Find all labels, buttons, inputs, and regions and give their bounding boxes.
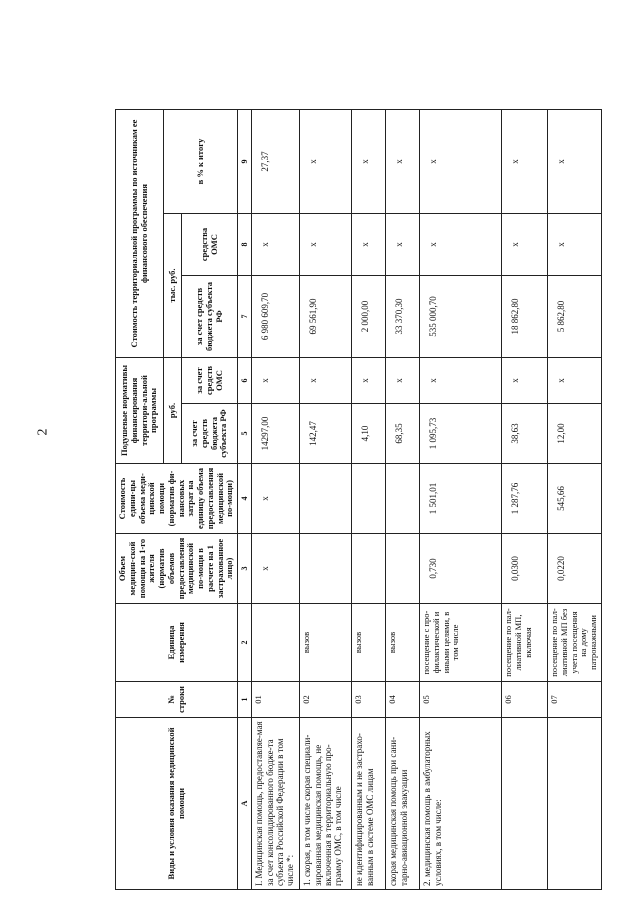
row-unit [252,604,300,682]
row-number: 04 [386,682,420,718]
row-label: не идентифицированным и не застрахо-ванным в системе ОМС лицам [352,718,386,890]
row-cost-oms: х [386,213,420,275]
column-number: 2 [238,604,252,682]
row-unit-cost [352,464,386,534]
header-norms-unit: руб. [164,357,182,463]
header-row-number: № строки [116,682,238,718]
row-cost-oms: х [352,213,386,275]
row-cost-oms: х [548,213,602,275]
row-percent: х [386,109,420,213]
row-volume: 0,0220 [548,534,602,604]
header-unit: Единица измерения [116,604,238,682]
table-row [420,109,502,889]
row-percent: х [420,109,502,213]
row-cost-budget: 69 561,90 [300,275,352,357]
row-percent: х [352,109,386,213]
row-number: 05 [420,682,502,718]
row-number: 02 [300,682,352,718]
row-norm-budget: 142,47 [300,404,352,464]
row-norm-budget: 12,00 [548,404,602,464]
row-number: 06 [502,682,548,718]
header-cost-budget: за счет средств бюджета субъекта РФ [182,275,238,357]
column-number: 7 [238,275,252,357]
header-per-capita-norms: Подушевые нормативы финансирования территори-альной программы [116,357,164,463]
header-volume: Объем медицин-ской помощи на 1-го жителя (норматив объемов предоставления медицинской по-мощи в расчете на 1 застрахованное лицо) [116,534,238,604]
header-type-conditions: Виды и условия оказания медицинской помощи [116,718,238,890]
column-number: А [238,718,252,890]
row-number: 03 [352,682,386,718]
header-cost-oms: средства ОМС [182,213,238,275]
row-norm-oms: х [420,357,502,403]
row-unit-cost: 545,66 [548,464,602,534]
row-number: 07 [548,682,602,718]
row-cost-budget: 18 862,80 [502,275,548,357]
table-row [352,109,386,889]
row-unit: посещение с про-филактической и иными целями, в том числе [420,604,502,682]
row-volume: 0,0300 [502,534,548,604]
header-program-cost: Стоимость территориальной программы по источникам ее финансового обеспечения [116,109,164,357]
row-norm-budget: 4,10 [352,404,386,464]
table-row [502,109,548,889]
row-volume [352,534,386,604]
row-label: 2. медицинская помощь в амбулаторных условиях, в том числе: [420,718,502,890]
row-label [548,718,602,890]
row-norm-oms: х [386,357,420,403]
row-cost-budget: 5 862,80 [548,275,602,357]
row-volume [386,534,420,604]
row-norm-budget: 1 095,73 [420,404,502,464]
row-norm-oms: х [352,357,386,403]
row-unit: вызов [386,604,420,682]
column-number: 1 [238,682,252,718]
table-row [300,109,352,889]
row-cost-oms: х [252,213,300,275]
row-label: I. Медицинская помощь, предоставляе-мая за счет консолидированного бюдже-та субъекта Российской Федерации в том числе *: [252,718,300,890]
column-number: 5 [238,404,252,464]
row-norm-oms: х [252,357,300,403]
row-label: 1. скорая, в том числе скорая специали-зированная медицинская помощь, не включенная в территориальную про-грамму ОМС, в том числе [300,718,352,890]
column-number: 4 [238,464,252,534]
page-number: 2 [35,428,51,436]
row-percent: х [300,109,352,213]
row-percent: 27,37 [252,109,300,213]
row-unit-cost [300,464,352,534]
row-norm-budget: 68,35 [386,404,420,464]
row-label: скорая медицинская помощь при сани-тарно-авиационной эвакуации [386,718,420,890]
row-cost-oms: х [420,213,502,275]
program-cost-table [115,109,602,890]
row-volume: 0,730 [420,534,502,604]
row-norm-budget: 14297,00 [252,404,300,464]
row-unit: посещение по пал-лиативной МП без учета посещения на дому патронажными [548,604,602,682]
row-unit-cost [386,464,420,534]
row-norm-oms: х [502,357,548,403]
row-cost-budget: 2 000,00 [352,275,386,357]
row-label [502,718,548,890]
row-percent: х [548,109,602,213]
row-unit: вызов [352,604,386,682]
table-row [252,109,300,889]
column-number: 3 [238,534,252,604]
row-cost-budget: 535 000,70 [420,275,502,357]
column-number: 6 [238,357,252,403]
row-unit-cost: 1 501,01 [420,464,502,534]
header-norm-oms: за счет средств ОМС [182,357,238,403]
header-norm-budget: за счет средств бюджета субъекта РФ [182,404,238,464]
row-volume: х [252,534,300,604]
row-norm-oms: х [300,357,352,403]
header-unit-cost: Стоимость едини-цы объема меди-цинской помощи (норматив фи-нансовых затрат на единицу объема предоставления медицинской по-мощи) [116,464,238,534]
row-number: 01 [252,682,300,718]
column-number: 9 [238,109,252,213]
row-unit-cost: х [252,464,300,534]
column-numbers-row [238,109,252,889]
rotated-table-wrapper [115,110,599,890]
row-unit-cost: 1 287,76 [502,464,548,534]
header-cost-unit: тыс. руб. [164,213,182,357]
row-norm-budget: 38,63 [502,404,548,464]
row-cost-budget: 33 370,30 [386,275,420,357]
row-unit: посещение по пал-лиативной МП, включая [502,604,548,682]
row-cost-oms: х [502,213,548,275]
table-row [548,109,602,889]
header-percent: в % к итогу [164,109,238,213]
row-cost-oms: х [300,213,352,275]
column-number: 8 [238,213,252,275]
row-unit: вызов [300,604,352,682]
row-cost-budget: 6 980 609,70 [252,275,300,357]
table-row [386,109,420,889]
row-norm-oms: х [548,357,602,403]
row-volume [300,534,352,604]
row-percent: х [502,109,548,213]
